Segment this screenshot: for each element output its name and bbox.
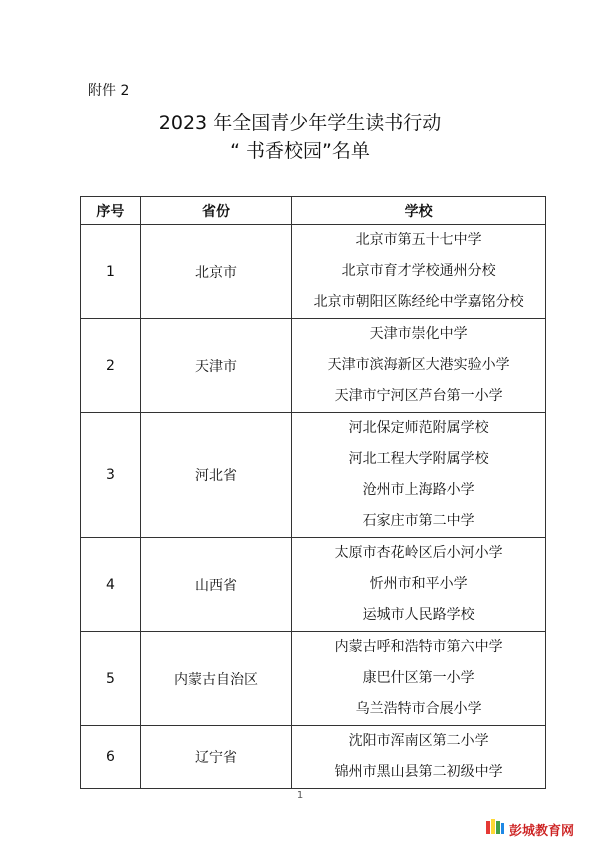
watermark-text: 彭城教育网 [509, 823, 575, 839]
row-schools [292, 726, 546, 789]
document-title-line2: “ 书香校园”名单 [230, 140, 370, 162]
row-index: 3 [81, 413, 141, 538]
school-name: 内蒙古呼和浩特市第六中学 [334, 639, 503, 655]
table-header-row [81, 197, 546, 225]
row-schools [292, 632, 546, 726]
row-province: 北京市 [140, 225, 291, 319]
school-name: 天津市崇化中学 [369, 326, 468, 342]
attachment-label: 附件 2 [88, 83, 130, 99]
row-schools [292, 319, 546, 413]
book-logo-icon [485, 818, 505, 840]
header-index: 序号 [81, 197, 141, 225]
site-watermark [485, 818, 574, 840]
school-name: 乌兰浩特市合展小学 [355, 701, 482, 717]
row-schools [292, 413, 546, 538]
row-province: 山西省 [140, 538, 291, 632]
row-index: 6 [81, 726, 141, 789]
header-school: 学校 [292, 197, 546, 225]
row-schools [292, 538, 546, 632]
school-name: 北京市朝阳区陈经纶中学嘉铭分校 [313, 294, 524, 310]
school-name: 忻州市和平小学 [369, 576, 468, 592]
school-name: 北京市育才学校通州分校 [341, 263, 496, 279]
row-index: 5 [81, 632, 141, 726]
row-schools [292, 225, 546, 319]
table-row [81, 538, 546, 632]
table-row [81, 632, 546, 726]
document-title-line1: 2023 年全国青少年学生读书行动 [158, 112, 442, 134]
school-name: 天津市宁河区芦台第一小学 [334, 388, 503, 404]
table-row [81, 726, 546, 789]
row-province: 辽宁省 [140, 726, 291, 789]
school-name: 河北工程大学附属学校 [348, 451, 489, 467]
table-row [81, 225, 546, 319]
table-row [81, 413, 546, 538]
school-name: 河北保定师范附属学校 [348, 420, 489, 436]
school-name: 康巴什区第一小学 [362, 670, 475, 686]
school-name: 北京市第五十七中学 [355, 232, 482, 248]
row-province: 天津市 [140, 319, 291, 413]
school-name: 石家庄市第二中学 [362, 513, 475, 529]
row-province: 内蒙古自治区 [140, 632, 291, 726]
page-number: 1 [296, 790, 304, 801]
row-province: 河北省 [140, 413, 291, 538]
school-name: 沧州市上海路小学 [362, 482, 475, 498]
school-list-table [80, 196, 546, 789]
row-index: 2 [81, 319, 141, 413]
school-name: 运城市人民路学校 [362, 607, 475, 623]
header-province: 省份 [140, 197, 291, 225]
school-name: 天津市滨海新区大港实验小学 [327, 357, 510, 373]
row-index: 1 [81, 225, 141, 319]
row-index: 4 [81, 538, 141, 632]
table-row [81, 319, 546, 413]
school-name: 太原市杏花岭区后小河小学 [334, 545, 503, 561]
school-name: 锦州市黑山县第二初级中学 [334, 764, 503, 780]
school-name: 沈阳市浑南区第二小学 [348, 733, 489, 749]
